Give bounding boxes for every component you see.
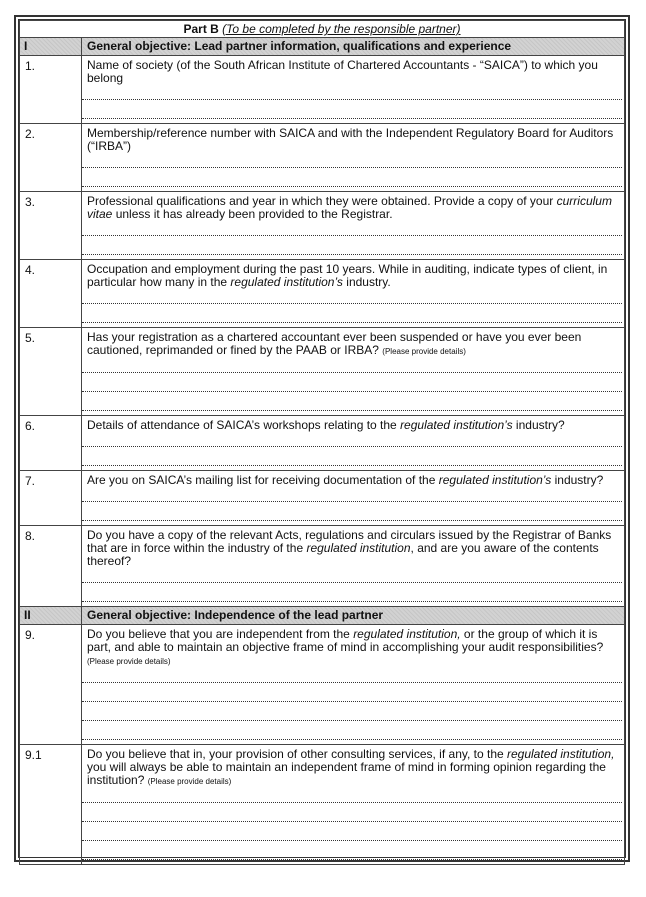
question-text-italic: regulated institution, (353, 627, 461, 641)
question-text-part: Occupation and employment during the past 10 years. While in auditing, indicate types of client, in particular how many in the (87, 262, 608, 289)
question-number: 8. (20, 526, 82, 607)
question-row-3 (20, 192, 625, 260)
answer-line[interactable] (82, 451, 624, 470)
question-number: 4. (20, 260, 82, 328)
answer-line[interactable] (82, 172, 624, 191)
question-text-part: you will always be able to maintain an independent frame of mind in forming opinion regarding the institution? (87, 760, 606, 787)
question-text-italic: regulated institution’s (438, 473, 552, 487)
answer-line[interactable] (82, 568, 624, 587)
question-number: 7. (20, 471, 82, 526)
question-text (82, 260, 624, 289)
question-text-part: , and are you aware of the contents thereof? (87, 541, 599, 568)
questionnaire-table (19, 20, 625, 865)
question-cell (82, 328, 625, 416)
answer-line[interactable] (82, 845, 624, 864)
question-cell (82, 471, 625, 526)
question-cell (82, 526, 625, 607)
answer-line[interactable] (82, 807, 624, 826)
question-row-1 (20, 56, 625, 124)
question-text (82, 526, 624, 568)
question-text-italic: regulated institution, (507, 747, 615, 761)
question-number: 3. (20, 192, 82, 260)
question-text (82, 745, 624, 788)
question-text-part: industry. (342, 275, 391, 289)
question-number: 9. (20, 625, 82, 745)
answer-line[interactable] (82, 240, 624, 259)
answer-line[interactable] (82, 587, 624, 606)
question-text (82, 328, 624, 358)
question-text-part: industry? (512, 418, 565, 432)
section-row-2 (20, 607, 625, 625)
question-text-part: Do you have a copy of the relevant Acts, regulations and circulars issued by the Registrar of Banks that are in force within the industry of the (87, 528, 612, 555)
answer-line[interactable] (82, 358, 624, 377)
section-numeral: I (20, 38, 82, 56)
question-text-part: Are you on SAICA’s mailing list for receiving documentation of the (87, 473, 439, 487)
question-text-italic: curriculum vitae (87, 194, 612, 221)
question-text (82, 625, 624, 668)
question-note: (Please provide details) (147, 777, 232, 786)
question-text-part: Name of society (of the South African Institute of Chartered Accountants - “SAICA”) to which you belong (87, 58, 598, 85)
question-cell (82, 416, 625, 471)
question-row-5 (20, 328, 625, 416)
answer-line[interactable] (82, 706, 624, 725)
question-text-italic: regulated institution’s (400, 418, 513, 432)
question-text-part: Do you believe that in, your provision of other consulting services, if any, to the (87, 747, 507, 761)
answer-line[interactable] (82, 85, 624, 104)
question-text-part: Do you believe that you are independent from the (87, 627, 354, 641)
answer-line[interactable] (82, 668, 624, 687)
question-text-italic: regulated institution (306, 541, 411, 555)
question-cell (82, 56, 625, 124)
question-text (82, 192, 624, 221)
question-text-part: Membership/reference number with SAICA and with the Independent Regulatory Board for Auditors (“IRBA”) (87, 126, 614, 153)
part-subtitle: (To be completed by the responsible partner) (222, 22, 461, 36)
question-text-part: Has your registration as a chartered accountant ever been suspended or have you ever been cautioned, reprimanded or fined by the PAAB or IRBA? (87, 330, 582, 357)
section-row-1 (20, 38, 625, 56)
answer-line[interactable] (82, 506, 624, 525)
answer-line[interactable] (82, 396, 624, 415)
answer-line[interactable] (82, 104, 624, 123)
question-note: (Please provide details) (382, 347, 466, 356)
section-title: General objective: Lead partner information, qualifications and experience (82, 38, 625, 56)
question-cell (82, 745, 625, 865)
question-note: (Please provide details) (87, 657, 171, 666)
question-number: 9.1 (20, 745, 82, 865)
question-cell (82, 192, 625, 260)
answer-line[interactable] (82, 153, 624, 172)
question-number: 6. (20, 416, 82, 471)
section-numeral: II (20, 607, 82, 625)
question-row-4 (20, 260, 625, 328)
question-text-part: Professional qualifications and year in which they were obtained. Provide a copy of your (87, 194, 557, 208)
answer-line[interactable] (82, 487, 624, 506)
question-row-2 (20, 124, 625, 192)
title-row (20, 21, 625, 38)
answer-line[interactable] (82, 826, 624, 845)
question-text (82, 471, 624, 487)
question-number: 5. (20, 328, 82, 416)
question-text-part: Details of attendance of SAICA’s workshops relating to the (87, 418, 401, 432)
answer-line[interactable] (82, 289, 624, 308)
question-number: 2. (20, 124, 82, 192)
answer-line[interactable] (82, 308, 624, 327)
form-part-b (14, 15, 630, 862)
question-cell (82, 124, 625, 192)
title-cell (20, 21, 625, 38)
question-row-7 (20, 471, 625, 526)
question-text-part: industry? (551, 473, 604, 487)
question-text (82, 56, 624, 85)
answer-line[interactable] (82, 432, 624, 451)
question-text (82, 416, 624, 432)
question-number: 1. (20, 56, 82, 124)
question-text-italic: regulated institution’s (230, 275, 343, 289)
form-inner-border (18, 19, 626, 858)
question-row-8 (20, 526, 625, 607)
question-text-part: or the group of which it is part, and able to maintain an objective frame of mind in accomplishing your audit responsibilities? (87, 627, 604, 654)
answer-line[interactable] (82, 725, 624, 744)
answer-line[interactable] (82, 221, 624, 240)
answer-line[interactable] (82, 687, 624, 706)
question-row-6 (20, 416, 625, 471)
question-text-part: unless it has already been provided to the Registrar. (112, 207, 393, 221)
answer-line[interactable] (82, 377, 624, 396)
question-text (82, 124, 624, 153)
part-label: Part B (183, 22, 219, 36)
question-row-9-1 (20, 745, 625, 865)
answer-line[interactable] (82, 788, 624, 807)
question-cell (82, 260, 625, 328)
section-title: General objective: Independence of the lead partner (82, 607, 625, 625)
question-cell (82, 625, 625, 745)
question-row-9 (20, 625, 625, 745)
